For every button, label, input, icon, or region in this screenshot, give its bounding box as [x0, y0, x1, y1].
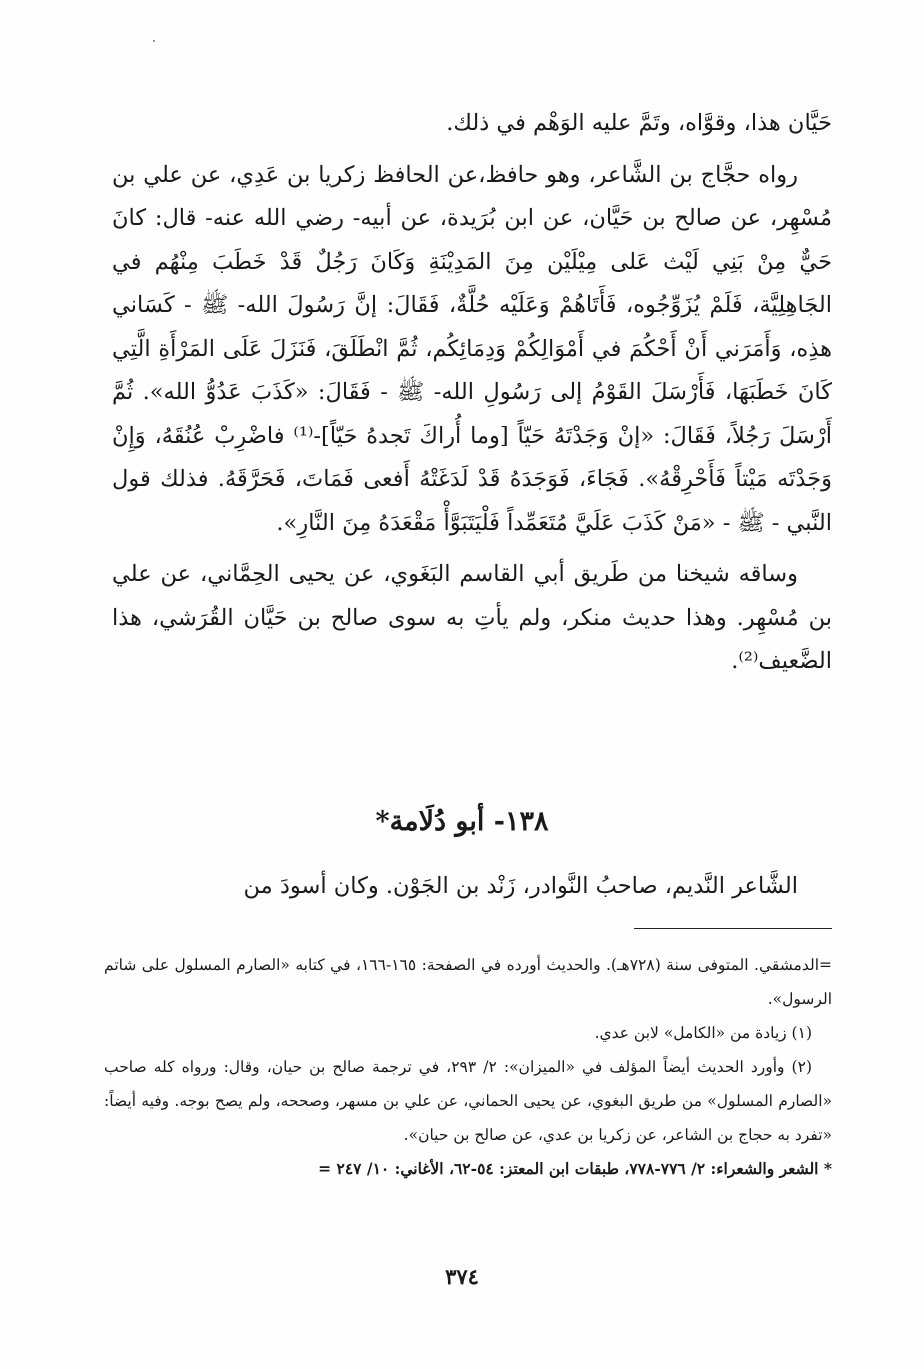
- page-number: ٣٧٤: [445, 1264, 479, 1289]
- footnote-continuation: =الدمشقي. المتوفى سنة (٧٢٨هـ). والحديث أورده في الصفحة: ١٦٥-١٦٦، في كتابه «الصارم المسلول على شاتم الرسول».: [104, 956, 832, 1008]
- entry-sources: * الشعر والشعراء: ٢/ ٧٧٦-٧٧٨، طبقات ابن المعتز: ٥٤-٦٢، الأغاني: ١٠/ ٢٤٧ =: [318, 1159, 832, 1178]
- hadith-paragraph: رواه حجَّاج بن الشَّاعر، وهو حافظ،عن الحافظ زكريا بن عَدِي، عن علي بن مُسْهِر، عن صالح بن حَيَّان، عن ابن بُرَيدة، عن أبيه- رضي الله عنه- قال: كانَ حَيٌّ مِنْ بَنِي لَيْث عَلى مِيْلَيْن مِنَ المَدِيْنَةِ وَكَانَ رَجُلٌ قَدْ خَطَبَ مِنْهُم في الجَاهِلِيَّة، فَلَمْ يُزَوِّجُوه، فَأَتَاهُمْ وَعَلَيْه حُلَّةٌ، فَقَالَ: إنَّ رَسُولَ الله- ﷺ - كَسَاني هذِه، وَأَمَرَني أَنْ أَحْكُمَ في أَمْوَالِكُمْ وَدِمَائِكُم، ثُمَّ انْطَلَقَ، فَنَزَلَ عَلَى المَرْأَةِ الَّتِي كَانَ خَطَبَهَا، فَأَرْسَلَ القَوْمُ إلى رَسُولِ الله- ﷺ - فَقَالَ: «كَذَبَ عَدُوُّ الله». ثُمَّ أَرْسَلَ رَجُلاً، فَقَالَ: «إنْ وَجَدْتَهُ حَيّاً [وما أُراكَ تَجدهُ حَيّاً]-⁽¹⁾ فاضْرِبْ عُنُقَهُ، وَإِنْ وَجَدْتَه مَيْتاً فَأَحْرِقْهُ». فَجَاءَ، فَوَجَدَهُ قَدْ لَدَغَتْهُ أَفعى فَمَاتَ، فَحَرَّقَهُ. فذلك قول النَّبي - ﷺ - «مَنْ كَذَبَ عَلَيَّ مُتَعَمِّداً فَلْيَتَبَوَّأْ مَقْعَدَهُ مِنَ النَّارِ».: [112, 161, 833, 536]
- footnote-divider: [634, 928, 832, 929]
- entry-text: الشَّاعر النَّديم، صاحبُ النَّوادر، زَنْد بن الجَوْن. وكان أسودَ من: [243, 873, 798, 899]
- footnote-1: (١) زيادة من «الكامل» لابن عدي.: [594, 1024, 812, 1042]
- entry-title: ١٣٨- أبو دُلَامة*: [375, 806, 549, 837]
- footnote-2: (٢) وأورد الحديث أيضاً المؤلف في «الميزان»: ٢/ ٢٩٣، في ترجمة صالح بن حيان، وقال: ورواه كله صاحب «الصارم المسلول» من طريق البغوي، عن يحيى الحماني، عن علي بن مسهر، وصححه، ولم يصح بوجه. وفيه أيضاً: «تفرد به حجاج بن الشاعر، عن زكريا بن عدي، عن صالح بن حيان».: [104, 1058, 832, 1144]
- main-text: [112, 102, 832, 684]
- continued-line: حَيَّان هذا، وقوَّاه، وتَمَّ عليه الوَهْم في ذلك.: [446, 110, 832, 136]
- commentary-paragraph: وساقه شيخنا من طَريق أبي القاسم البَغَوي، عن يحيى الحِمَّاني، عن علي بن مُسْهِر. وهذا حديث منكر، ولم يأتِ به سوى صالح بن حَيَّان القُرَشي، هذا الضَّعيف⁽²⁾.: [112, 561, 832, 674]
- footnotes: [104, 948, 832, 1186]
- scan-speck: [153, 40, 155, 42]
